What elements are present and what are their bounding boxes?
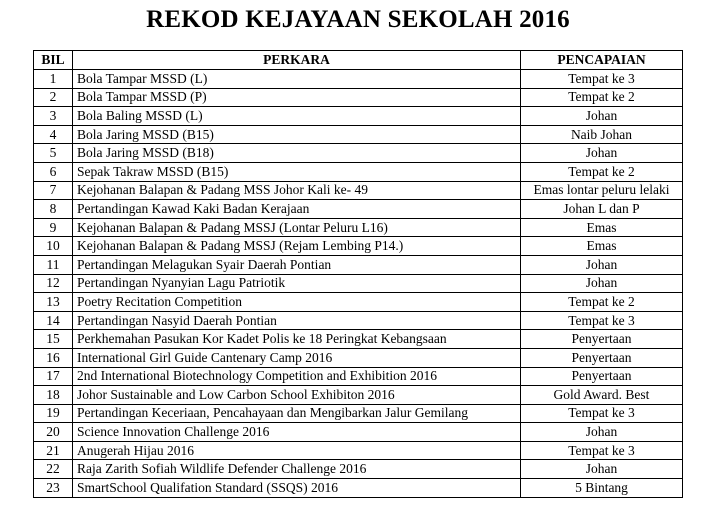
perkara-cell: Sepak Takraw MSSD (B15)	[73, 162, 521, 181]
bil-cell: 15	[34, 330, 73, 349]
pencapaian-cell: Gold Award. Best	[521, 386, 683, 405]
table-row	[34, 348, 683, 367]
perkara-cell: Johor Sustainable and Low Carbon School Exhibiton 2016	[73, 386, 521, 405]
perkara-cell: Poetry Recitation Competition	[73, 293, 521, 312]
perkara-cell: Pertandingan Nasyid Daerah Pontian	[73, 311, 521, 330]
perkara-cell: Bola Jaring MSSD (B18)	[73, 144, 521, 163]
header-row	[34, 51, 683, 70]
perkara-cell: Pertandingan Nyanyian Lagu Patriotik	[73, 274, 521, 293]
table-row	[34, 181, 683, 200]
table-row	[34, 218, 683, 237]
table-row	[34, 330, 683, 349]
pencapaian-cell: Johan	[521, 107, 683, 126]
table-row	[34, 88, 683, 107]
achievement-table	[33, 50, 683, 498]
table-row	[34, 404, 683, 423]
perkara-cell: Pertandingan Keceriaan, Pencahayaan dan Mengibarkan Jalur Gemilang	[73, 404, 521, 423]
pencapaian-cell: Tempat ke 3	[521, 311, 683, 330]
pencapaian-cell: Tempat ke 3	[521, 404, 683, 423]
bil-cell: 8	[34, 200, 73, 219]
pencapaian-cell: Emas	[521, 237, 683, 256]
table-row	[34, 162, 683, 181]
table-row	[34, 423, 683, 442]
table-row	[34, 460, 683, 479]
pencapaian-cell: Johan	[521, 274, 683, 293]
perkara-cell: Kejohanan Balapan & Padang MSSJ (Lontar Peluru L16)	[73, 218, 521, 237]
bil-cell: 12	[34, 274, 73, 293]
table-row	[34, 293, 683, 312]
pencapaian-cell: Tempat ke 3	[521, 441, 683, 460]
bil-cell: 6	[34, 162, 73, 181]
pencapaian-cell: Emas	[521, 218, 683, 237]
table-row	[34, 479, 683, 498]
table-row	[34, 200, 683, 219]
perkara-cell: Pertandingan Melagukan Syair Daerah Pontian	[73, 255, 521, 274]
pencapaian-cell: Tempat ke 2	[521, 162, 683, 181]
table-row	[34, 367, 683, 386]
bil-cell: 23	[34, 479, 73, 498]
pencapaian-cell: Emas lontar peluru lelaki	[521, 181, 683, 200]
perkara-cell: Raja Zarith Sofiah Wildlife Defender Challenge 2016	[73, 460, 521, 479]
table-row	[34, 255, 683, 274]
perkara-cell: Kejohanan Balapan & Padang MSSJ (Rejam Lembing P14.)	[73, 237, 521, 256]
bil-cell: 5	[34, 144, 73, 163]
pencapaian-cell: Penyertaan	[521, 348, 683, 367]
bil-cell: 19	[34, 404, 73, 423]
perkara-cell: 2nd International Biotechnology Competition and Exhibition 2016	[73, 367, 521, 386]
bil-cell: 1	[34, 70, 73, 89]
perkara-cell: Science Innovation Challenge 2016	[73, 423, 521, 442]
bil-cell: 11	[34, 255, 73, 274]
bil-cell: 22	[34, 460, 73, 479]
bil-cell: 20	[34, 423, 73, 442]
table-row	[34, 274, 683, 293]
pencapaian-cell: Johan L dan P	[521, 200, 683, 219]
perkara-cell: International Girl Guide Cantenary Camp 2016	[73, 348, 521, 367]
pencapaian-cell: Tempat ke 3	[521, 70, 683, 89]
bil-cell: 17	[34, 367, 73, 386]
bil-cell: 13	[34, 293, 73, 312]
page-title: REKOD KEJAYAAN SEKOLAH 2016	[146, 6, 570, 33]
table-row	[34, 441, 683, 460]
table-row	[34, 107, 683, 126]
pencapaian-cell: Penyertaan	[521, 367, 683, 386]
pencapaian-cell: 5 Bintang	[521, 479, 683, 498]
table-row	[34, 237, 683, 256]
pencapaian-cell: Johan	[521, 460, 683, 479]
pencapaian-cell: Johan	[521, 423, 683, 442]
bil-cell: 21	[34, 441, 73, 460]
bil-cell: 16	[34, 348, 73, 367]
bil-cell: 4	[34, 125, 73, 144]
bil-cell: 18	[34, 386, 73, 405]
pencapaian-cell: Tempat ke 2	[521, 293, 683, 312]
header-bil: BIL	[34, 51, 73, 70]
perkara-cell: SmartSchool Qualifation Standard (SSQS) 2016	[73, 479, 521, 498]
table-header	[34, 51, 683, 70]
bil-cell: 14	[34, 311, 73, 330]
perkara-cell: Perkhemahan Pasukan Kor Kadet Polis ke 18 Peringkat Kebangsaan	[73, 330, 521, 349]
bil-cell: 10	[34, 237, 73, 256]
pencapaian-cell: Penyertaan	[521, 330, 683, 349]
table-row	[34, 125, 683, 144]
perkara-cell: Bola Tampar MSSD (P)	[73, 88, 521, 107]
table-body	[34, 70, 683, 498]
bil-cell: 3	[34, 107, 73, 126]
perkara-cell: Bola Baling MSSD (L)	[73, 107, 521, 126]
perkara-cell: Kejohanan Balapan & Padang MSS Johor Kali ke- 49	[73, 181, 521, 200]
header-perkara: PERKARA	[73, 51, 521, 70]
table-row	[34, 144, 683, 163]
table-row	[34, 70, 683, 89]
pencapaian-cell: Johan	[521, 255, 683, 274]
bil-cell: 7	[34, 181, 73, 200]
perkara-cell: Pertandingan Kawad Kaki Badan Kerajaan	[73, 200, 521, 219]
perkara-cell: Anugerah Hijau 2016	[73, 441, 521, 460]
header-pencapaian: PENCAPAIAN	[521, 51, 683, 70]
table-row	[34, 386, 683, 405]
pencapaian-cell: Naib Johan	[521, 125, 683, 144]
pencapaian-cell: Tempat ke 2	[521, 88, 683, 107]
perkara-cell: Bola Jaring MSSD (B15)	[73, 125, 521, 144]
perkara-cell: Bola Tampar MSSD (L)	[73, 70, 521, 89]
table-row	[34, 311, 683, 330]
bil-cell: 9	[34, 218, 73, 237]
pencapaian-cell: Johan	[521, 144, 683, 163]
bil-cell: 2	[34, 88, 73, 107]
